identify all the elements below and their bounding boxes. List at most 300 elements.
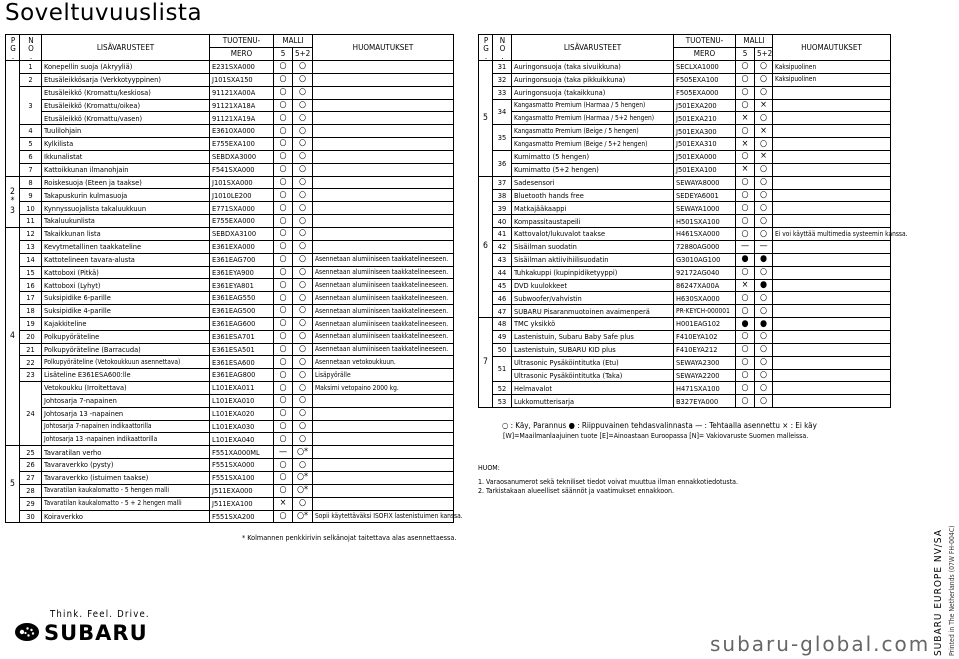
table-row bbox=[6, 176, 454, 189]
table-row bbox=[479, 138, 891, 151]
accessory-name: Lastenistuin, Subaru Baby Safe plus bbox=[512, 331, 674, 344]
note-cell bbox=[773, 125, 891, 138]
part-number: J501EXA210 bbox=[674, 112, 736, 125]
part-number: E771SXA000 bbox=[210, 202, 274, 215]
note-cell bbox=[313, 86, 454, 99]
fit-5-seat: ○ bbox=[736, 99, 755, 112]
note-cell: Asennetaan vetokoukkuun. bbox=[313, 356, 454, 369]
website-url: subaru-global.com bbox=[710, 632, 931, 656]
page-group-cell: 4 bbox=[6, 227, 20, 445]
part-number: E361EAG600 bbox=[210, 317, 274, 330]
note-cell: Sopii käytettäväksi ISOFIX lastenistuimen kanssa. bbox=[313, 510, 454, 523]
fit-7-seat: ○ bbox=[293, 150, 313, 163]
table-row bbox=[479, 125, 891, 138]
fit-5-seat: ○ bbox=[274, 369, 293, 382]
fit-5-seat: ○ bbox=[736, 331, 755, 344]
table-row bbox=[6, 112, 454, 125]
part-number: J511EXA000 bbox=[210, 484, 274, 497]
table-row bbox=[479, 215, 891, 228]
part-number: SEBDXA3100 bbox=[210, 227, 274, 240]
table-row bbox=[6, 484, 454, 497]
note-cell bbox=[773, 356, 891, 369]
note-cell: Ei voi käyttää multimedia systeemin kanssa. bbox=[773, 228, 891, 241]
note-cell bbox=[313, 472, 454, 485]
item-number: 50 bbox=[493, 343, 512, 356]
fit-5-seat: ○ bbox=[274, 317, 293, 330]
item-number: 7 bbox=[20, 163, 42, 176]
fit-7-seat: ○ bbox=[755, 189, 773, 202]
item-number: 29 bbox=[20, 497, 42, 510]
accessory-name: Takaikkunan lista bbox=[42, 227, 210, 240]
table-row bbox=[479, 266, 891, 279]
fit-7-seat: ● bbox=[755, 318, 773, 331]
item-number: 47 bbox=[493, 305, 512, 318]
table-row bbox=[479, 331, 891, 344]
accessory-name: Polkupyöräteline (Vetokoukkuun asennettava) bbox=[42, 356, 210, 369]
note-cell bbox=[313, 240, 454, 253]
fit-5-seat: ○ bbox=[736, 73, 755, 86]
fit-5-seat: ○ bbox=[274, 407, 293, 420]
accessory-name: DVD kuulokkeet bbox=[512, 279, 674, 292]
fit-5-seat: ○ bbox=[274, 112, 293, 125]
note-cell bbox=[313, 215, 454, 228]
page-group-cell: 5 bbox=[479, 61, 493, 177]
fit-7-seat: ○ bbox=[293, 125, 313, 138]
fit-7-seat: ○ bbox=[293, 176, 313, 189]
part-number: F505EXA000 bbox=[674, 86, 736, 99]
item-number: 17 bbox=[20, 292, 42, 305]
table-row bbox=[6, 266, 454, 279]
accessory-name: TMC yksikkö bbox=[512, 318, 674, 331]
fit-7-seat: ○ bbox=[755, 163, 773, 176]
item-number: 38 bbox=[493, 189, 512, 202]
item-number: 25 bbox=[20, 446, 42, 459]
note-cell bbox=[773, 163, 891, 176]
part-number: J501EXA310 bbox=[674, 138, 736, 151]
right-compatibility-table bbox=[478, 34, 908, 408]
accessory-name: Helmavalot bbox=[512, 382, 674, 395]
note-cell: Lisäpyörälle bbox=[313, 369, 454, 382]
accessory-name: Lukkomutterisarja bbox=[512, 395, 674, 408]
note-cell: Asennetaan alumiiniseen taakkatelineeseen. bbox=[313, 330, 454, 343]
part-number: E361EAG800 bbox=[210, 369, 274, 382]
fit-7-seat: ○ bbox=[293, 292, 313, 305]
note-cell bbox=[773, 112, 891, 125]
item-number: 21 bbox=[20, 343, 42, 356]
item-number: 16 bbox=[20, 279, 42, 292]
table-row bbox=[6, 420, 454, 433]
item-number: 33 bbox=[493, 86, 512, 99]
table-row bbox=[479, 395, 891, 408]
table-row bbox=[6, 356, 454, 369]
fit-7-seat: ○ bbox=[293, 330, 313, 343]
table-row bbox=[6, 305, 454, 318]
left-compatibility-table bbox=[5, 34, 463, 523]
item-number: 40 bbox=[493, 215, 512, 228]
table-row bbox=[479, 253, 891, 266]
accessory-name: Kattovalot/lukuvalot taakse bbox=[512, 228, 674, 241]
fit-7-seat: ○ bbox=[755, 343, 773, 356]
fit-5-seat: ○ bbox=[736, 369, 755, 382]
table-row bbox=[6, 343, 454, 356]
fit-7-seat: ○* bbox=[293, 446, 313, 459]
item-number: 24 bbox=[20, 382, 42, 446]
fit-5-seat: ○ bbox=[736, 215, 755, 228]
accessory-name: Tavaraverkko (istuimen taakse) bbox=[42, 472, 210, 485]
part-number: 86247XA00A bbox=[674, 279, 736, 292]
table-row bbox=[6, 407, 454, 420]
table-row bbox=[6, 240, 454, 253]
fit-5-seat: ○ bbox=[274, 330, 293, 343]
part-number: SEDEYA6001 bbox=[674, 189, 736, 202]
item-number: 43 bbox=[493, 253, 512, 266]
note-cell bbox=[313, 125, 454, 138]
fit-7-seat: ○* bbox=[293, 510, 313, 523]
note-cell bbox=[313, 73, 454, 86]
fit-7-seat: ○ bbox=[293, 394, 313, 407]
accessory-name: Tavaraverkko (pysty) bbox=[42, 459, 210, 472]
fit-7-seat: ○ bbox=[293, 253, 313, 266]
header-code-1: TUOTENU- bbox=[674, 35, 736, 48]
accessory-name: Polkupyöräteline (Barracuda) bbox=[42, 343, 210, 356]
part-number: L101EXA011 bbox=[210, 382, 274, 395]
fit-5-seat: ○ bbox=[274, 420, 293, 433]
note-cell bbox=[313, 163, 454, 176]
accessory-name: Kangasmatto Premium (Beige / 5+2 hengen) bbox=[512, 138, 674, 151]
table-row bbox=[6, 292, 454, 305]
part-number: E361EAG500 bbox=[210, 305, 274, 318]
fit-5-seat: ○ bbox=[274, 227, 293, 240]
fit-5-seat: ○ bbox=[736, 292, 755, 305]
part-number: L101EXA030 bbox=[210, 420, 274, 433]
table-row bbox=[479, 369, 891, 382]
fit-7-seat: ○ bbox=[755, 202, 773, 215]
note-cell bbox=[773, 241, 891, 254]
fit-5-seat: ○ bbox=[274, 189, 293, 202]
part-number: E361ESA600 bbox=[210, 356, 274, 369]
table-row bbox=[479, 189, 891, 202]
part-number: F551SXA200 bbox=[210, 510, 274, 523]
accessory-name: Subwoofer/vahvistin bbox=[512, 292, 674, 305]
fit-5-seat: ○ bbox=[274, 305, 293, 318]
fit-7-seat: ○ bbox=[755, 61, 773, 74]
item-number: 9 bbox=[20, 189, 42, 202]
fit-5-seat: × bbox=[736, 112, 755, 125]
header-code-2: MERO bbox=[210, 48, 274, 61]
fit-5-seat: ○ bbox=[274, 176, 293, 189]
fit-5-seat: ○ bbox=[274, 99, 293, 112]
note-cell bbox=[773, 176, 891, 189]
item-number: 18 bbox=[20, 305, 42, 318]
table-row bbox=[479, 73, 891, 86]
item-number: 2 bbox=[20, 73, 42, 86]
fit-5-seat: ● bbox=[736, 318, 755, 331]
fit-7-seat: ○ bbox=[293, 369, 313, 382]
note-cell bbox=[313, 420, 454, 433]
item-number: 37 bbox=[493, 176, 512, 189]
accessory-name: Matkajääkaappi bbox=[512, 202, 674, 215]
fit-7-seat: ○ bbox=[293, 459, 313, 472]
fit-7-seat: ○ bbox=[293, 317, 313, 330]
note-cell bbox=[313, 394, 454, 407]
item-number: 20 bbox=[20, 330, 42, 343]
fit-5-seat: ○ bbox=[736, 395, 755, 408]
fit-5-seat: ○ bbox=[736, 151, 755, 164]
item-number: 35 bbox=[493, 125, 512, 151]
accessory-name: Etusäleikkö (Kromattu/keskiosa) bbox=[42, 86, 210, 99]
note-cell bbox=[313, 459, 454, 472]
note-cell bbox=[773, 305, 891, 318]
fit-5-seat: ○ bbox=[736, 382, 755, 395]
part-number: E231SXA000 bbox=[210, 61, 274, 74]
table-row bbox=[6, 369, 454, 382]
table-row bbox=[479, 163, 891, 176]
fit-5-seat: — bbox=[274, 446, 293, 459]
note-cell bbox=[313, 99, 454, 112]
accessory-name: Auringonsuoja (takaikkuna) bbox=[512, 86, 674, 99]
item-number: 13 bbox=[20, 240, 42, 253]
table-row bbox=[6, 279, 454, 292]
fit-7-seat: ○ bbox=[755, 73, 773, 86]
accessory-name: Takapuskurin kulmasuoja bbox=[42, 189, 210, 202]
item-number: 6 bbox=[20, 150, 42, 163]
fit-7-seat: ● bbox=[755, 253, 773, 266]
fit-5-seat: ○ bbox=[274, 382, 293, 395]
item-number: 27 bbox=[20, 472, 42, 485]
part-number: SEWAYA1000 bbox=[674, 202, 736, 215]
fit-7-seat: × bbox=[755, 99, 773, 112]
fit-7-seat: ○ bbox=[293, 61, 313, 74]
fit-7-seat: × bbox=[755, 125, 773, 138]
note-cell bbox=[773, 331, 891, 344]
table-row bbox=[6, 317, 454, 330]
item-number: 3 bbox=[20, 86, 42, 125]
brand-text: SUBARU bbox=[44, 621, 148, 645]
fit-5-seat: ● bbox=[736, 253, 755, 266]
note-cell bbox=[773, 253, 891, 266]
note-cell: Asennetaan alumiiniseen taakkatelineeseen. bbox=[313, 343, 454, 356]
part-number: J501EXA000 bbox=[674, 151, 736, 164]
part-number: 92172AG040 bbox=[674, 266, 736, 279]
header-code-2: MERO bbox=[674, 48, 736, 61]
fit-5-seat: ○ bbox=[736, 305, 755, 318]
header-pg: PG. bbox=[6, 35, 20, 61]
accessory-name: Ikkunalistat bbox=[42, 150, 210, 163]
fit-5-seat: ○ bbox=[736, 189, 755, 202]
accessory-name: Kumimatto (5 hengen) bbox=[512, 151, 674, 164]
table-row bbox=[6, 459, 454, 472]
fit-7-seat: ○ bbox=[755, 395, 773, 408]
part-number: J1010LE200 bbox=[210, 189, 274, 202]
note-cell bbox=[313, 202, 454, 215]
accessory-name: Tavaratilan kaukalomatto - 5 + 2 hengen malli bbox=[42, 497, 210, 510]
fit-7-seat: ○ bbox=[755, 331, 773, 344]
note-cell: Asennetaan alumiiniseen taakkatelineeseen. bbox=[313, 253, 454, 266]
part-number: 91121XA19A bbox=[210, 112, 274, 125]
fit-5-seat: ○ bbox=[274, 138, 293, 151]
fit-5-seat: × bbox=[274, 497, 293, 510]
part-number: SEWAYA2200 bbox=[674, 369, 736, 382]
part-number: H461SXA000 bbox=[674, 228, 736, 241]
item-number: 52 bbox=[493, 382, 512, 395]
item-number: 4 bbox=[20, 125, 42, 138]
fit-7-seat: ○ bbox=[755, 305, 773, 318]
fit-5-seat: ○ bbox=[274, 150, 293, 163]
accessory-name: Etusäleikkö (Kromattu/oikea) bbox=[42, 99, 210, 112]
fit-7-seat: ○ bbox=[293, 433, 313, 446]
note-cell bbox=[773, 86, 891, 99]
fit-5-seat: ○ bbox=[736, 228, 755, 241]
notes-block bbox=[478, 464, 738, 496]
accessory-name: Kumimatto (5+2 hengen) bbox=[512, 163, 674, 176]
fit-7-seat: ○ bbox=[293, 279, 313, 292]
accessory-name: Polkupyöräteline bbox=[42, 330, 210, 343]
fit-7-seat: ● bbox=[755, 279, 773, 292]
note-cell bbox=[773, 292, 891, 305]
table-row bbox=[6, 510, 454, 523]
fit-7-seat: ○ bbox=[293, 497, 313, 510]
part-number: G3010AG100 bbox=[674, 253, 736, 266]
accessory-name: Johtosarja 7-napainen bbox=[42, 394, 210, 407]
part-number: H501SXA100 bbox=[674, 215, 736, 228]
part-number: J101SXA000 bbox=[210, 176, 274, 189]
part-number: E361ESA501 bbox=[210, 343, 274, 356]
accessory-name: Vetokoukku (Irroitettava) bbox=[42, 382, 210, 395]
fit-7-seat: ○ bbox=[755, 176, 773, 189]
fit-7-seat: ○ bbox=[293, 382, 313, 395]
part-number: E3610XA000 bbox=[210, 125, 274, 138]
header-notes: HUOMAUTUKSET bbox=[773, 35, 891, 61]
item-number: 36 bbox=[493, 151, 512, 177]
part-number: E755EXA100 bbox=[210, 138, 274, 151]
fit-5-seat: ○ bbox=[274, 356, 293, 369]
header-model: MALLI bbox=[736, 35, 773, 48]
part-number: F551SXA100 bbox=[210, 472, 274, 485]
table-row bbox=[6, 215, 454, 228]
table-row bbox=[6, 163, 454, 176]
note-cell: Asennetaan alumiiniseen taakkatelineeseen. bbox=[313, 266, 454, 279]
page-group-cell: 6 bbox=[479, 176, 493, 317]
table-row bbox=[479, 305, 891, 318]
accessory-name: Bluetooth hands free bbox=[512, 189, 674, 202]
table-row bbox=[479, 356, 891, 369]
accessory-name: Suksipidike 6-parille bbox=[42, 292, 210, 305]
header-pg: PG. bbox=[479, 35, 493, 61]
note-cell bbox=[773, 151, 891, 164]
fit-5-seat: ○ bbox=[274, 86, 293, 99]
note-cell bbox=[773, 369, 891, 382]
fit-5-seat: × bbox=[736, 138, 755, 151]
item-number: 31 bbox=[493, 61, 512, 74]
fit-7-seat: ○ bbox=[755, 292, 773, 305]
accessory-name: Lisäteline E361ESA600:lle bbox=[42, 369, 210, 382]
legend-symbols: ○ : Käy, Parannus ● : Riippuvainen tehdasvalinnasta — : Tehtaalla asennettu × : Ei käy bbox=[502, 421, 817, 430]
fit-5-seat: ○ bbox=[736, 202, 755, 215]
accessory-name: Kattoboxi (Lyhyt) bbox=[42, 279, 210, 292]
note-cell bbox=[773, 395, 891, 408]
item-number: 53 bbox=[493, 395, 512, 408]
accessory-name: Lastenistuin, SUBARU KID plus bbox=[512, 343, 674, 356]
note-cell bbox=[773, 99, 891, 112]
item-number: 34 bbox=[493, 99, 512, 125]
fit-5-seat: ○ bbox=[274, 163, 293, 176]
part-number: SEBDXA3000 bbox=[210, 150, 274, 163]
side-imprint-printed: Printed in The Netherlands (07W FH-004C) bbox=[948, 525, 956, 656]
accessory-name: Ultrasonic Pysäköintitutka (Etu) bbox=[512, 356, 674, 369]
fit-7-seat: ○ bbox=[755, 382, 773, 395]
fit-5-seat: ○ bbox=[274, 510, 293, 523]
part-number: B327EYA000 bbox=[674, 395, 736, 408]
note-cell: Asennetaan alumiiniseen taakkatelineeseen. bbox=[313, 279, 454, 292]
accessory-name: Tuhkakuppi (kupinpidiketyyppi) bbox=[512, 266, 674, 279]
item-number: 22 bbox=[20, 356, 42, 369]
table-row bbox=[6, 497, 454, 510]
fit-5-seat: ○ bbox=[274, 292, 293, 305]
fit-5-seat: ○ bbox=[274, 343, 293, 356]
notes-item-2: 2. Tarkistakaan alueelliset säännöt ja vaatimukset ennakkoon. bbox=[478, 487, 675, 495]
part-number: H001EAG102 bbox=[674, 318, 736, 331]
part-number: F551XA000ML bbox=[210, 446, 274, 459]
accessory-name: Tuulilohjain bbox=[42, 125, 210, 138]
item-number: 26 bbox=[20, 459, 42, 472]
item-number: 48 bbox=[493, 318, 512, 331]
fit-5-seat: ○ bbox=[274, 266, 293, 279]
part-number: H630SXA000 bbox=[674, 292, 736, 305]
side-imprint-company: SUBARU EUROPE NV/SA bbox=[933, 529, 944, 656]
part-number: E755EXA000 bbox=[210, 215, 274, 228]
accessory-name: Tavaratilan verho bbox=[42, 446, 210, 459]
part-number: J101SXA150 bbox=[210, 73, 274, 86]
part-number: F410EYA212 bbox=[674, 343, 736, 356]
fit-7-seat: ○ bbox=[293, 86, 313, 99]
accessory-name: Kangasmatto Premium (Harmaa / 5+2 hengen) bbox=[512, 112, 674, 125]
part-number: E361EYA801 bbox=[210, 279, 274, 292]
note-cell bbox=[773, 266, 891, 279]
fit-7-seat: ○ bbox=[755, 369, 773, 382]
fit-7-seat: ○ bbox=[293, 266, 313, 279]
header-m5: 5 bbox=[736, 48, 755, 61]
note-cell: Asennetaan alumiiniseen taakkatelineeseen. bbox=[313, 317, 454, 330]
table-row bbox=[479, 228, 891, 241]
fit-5-seat: × bbox=[736, 279, 755, 292]
item-number: 23 bbox=[20, 369, 42, 382]
fit-7-seat: ○* bbox=[293, 472, 313, 485]
item-number: 32 bbox=[493, 73, 512, 86]
fit-7-seat: ○ bbox=[293, 215, 313, 228]
header-m52: 5+2 bbox=[755, 48, 773, 61]
fit-7-seat: ○ bbox=[755, 228, 773, 241]
accessory-name: Sisäilman aktiivihiilisuodatin bbox=[512, 253, 674, 266]
accessory-name: Kattoikkunan ilmanohjain bbox=[42, 163, 210, 176]
note-cell bbox=[313, 484, 454, 497]
table-row bbox=[6, 189, 454, 202]
note-cell bbox=[313, 433, 454, 446]
accessory-name: Konepellin suoja (Akryyliä) bbox=[42, 61, 210, 74]
note-cell: Kaksipuolinen bbox=[773, 73, 891, 86]
header-accessory: LISÄVARUSTEET bbox=[42, 35, 210, 61]
fit-5-seat: ○ bbox=[274, 433, 293, 446]
fit-7-seat: ○ bbox=[293, 356, 313, 369]
accessory-name: Kattoboxi (Pitkä) bbox=[42, 266, 210, 279]
accessory-name: Kangasmatto Premium (Beige / 5 hengen) bbox=[512, 125, 674, 138]
part-number: F541SXA000 bbox=[210, 163, 274, 176]
item-number: 1 bbox=[20, 61, 42, 74]
item-number: 45 bbox=[493, 279, 512, 292]
accessory-name: Ultrasonic Pysäköintitutka (Taka) bbox=[512, 369, 674, 382]
accessory-name: Kajakkiteline bbox=[42, 317, 210, 330]
header-code-1: TUOTENU- bbox=[210, 35, 274, 48]
fit-7-seat: ○ bbox=[293, 343, 313, 356]
